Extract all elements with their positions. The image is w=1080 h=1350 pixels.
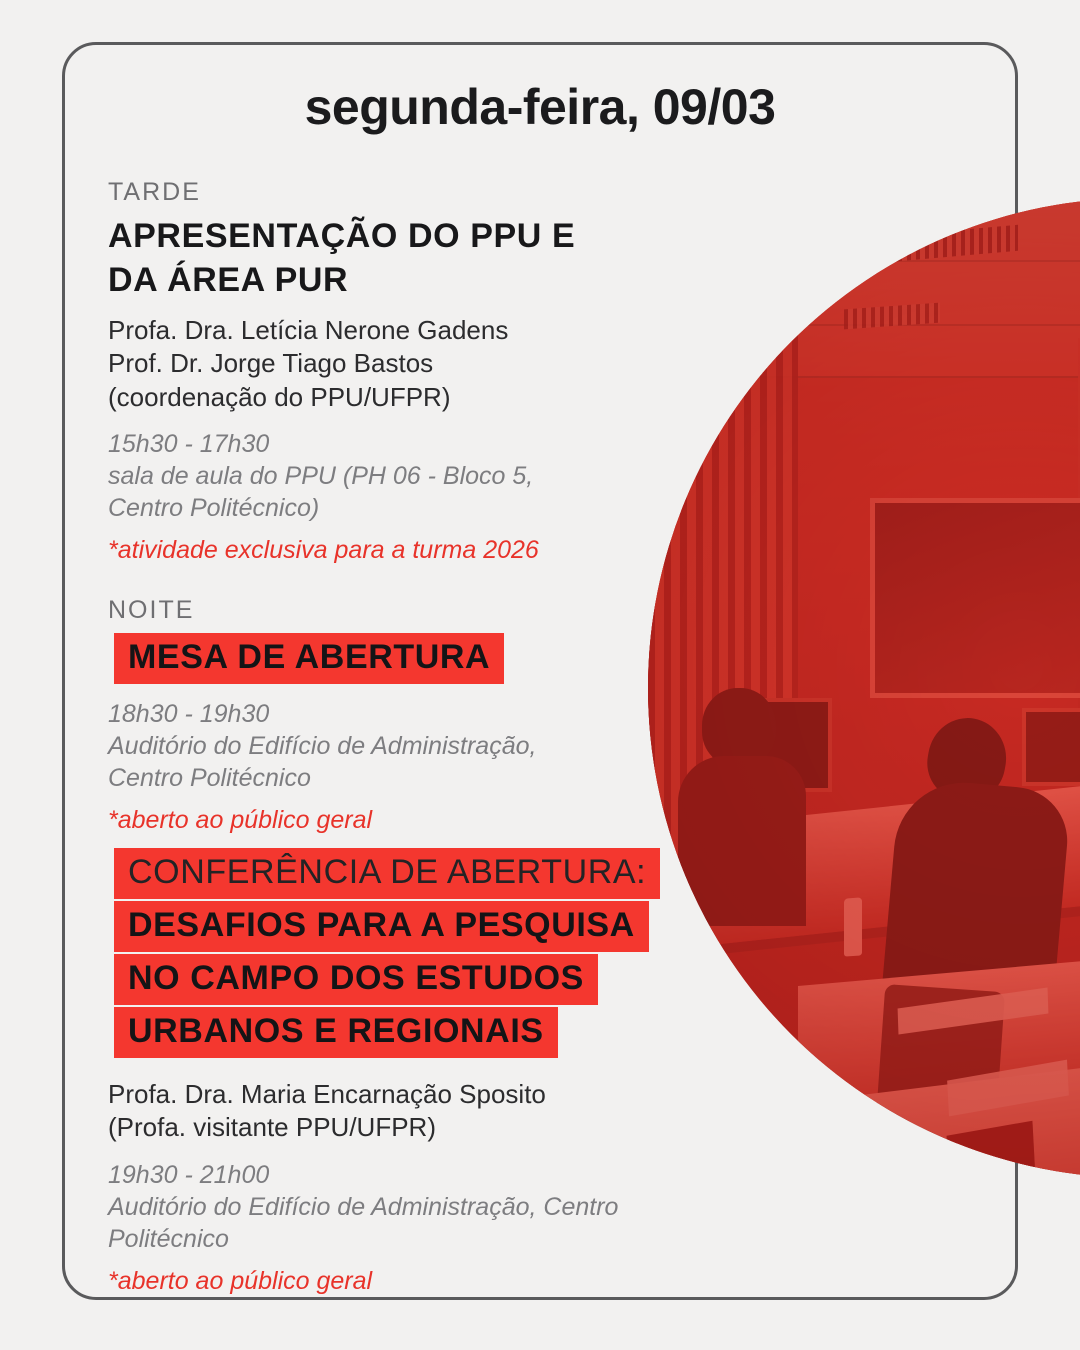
session-afternoon-headline — [108, 215, 708, 302]
session-conference-highlight-line2: NO CAMPO DOS ESTUDOS — [114, 954, 598, 1005]
page-title: segunda-feira, 09/03 — [304, 79, 776, 135]
session-conference-highlight-line1: DESAFIOS PARA A PESQUISA — [114, 901, 649, 952]
session-afternoon-speaker-3: (coordenação do PPU/UFPR) — [108, 381, 451, 412]
session-afternoon-speaker-1: Profa. Dra. Letícia Nerone Gadens — [108, 315, 509, 346]
session-conference-time: 19h30 - 21h00 — [108, 1160, 270, 1189]
session-conference-highlight-title: CONFERÊNCIA DE ABERTURA: — [114, 848, 660, 899]
session-evening-meta — [108, 698, 708, 794]
session-conference — [108, 848, 728, 1296]
session-afternoon-headline-line1: APRESENTAÇÃO DO PPU E — [108, 217, 576, 255]
photo-monitor-right — [1022, 708, 1080, 786]
session-evening-kicker: NOITE — [108, 596, 195, 624]
session-evening-place-line1: Auditório do Edifício de Administração, — [108, 732, 537, 760]
session-conference-highlight-line3: URBANOS E REGIONAIS — [114, 1007, 558, 1058]
session-evening — [108, 596, 708, 835]
session-evening-note: *aberto ao público geral — [108, 806, 373, 834]
session-afternoon-meta — [108, 428, 708, 524]
session-conference-meta — [108, 1159, 728, 1255]
session-conference-speakers — [108, 1078, 728, 1145]
session-afternoon-headline-line2: DA ÁREA PUR — [108, 260, 349, 299]
session-afternoon-place-line1: sala de aula do PPU (PH 06 - Bloco 5, — [108, 461, 534, 490]
session-conference-speaker-1: Profa. Dra. Maria Encarnação Sposito — [108, 1079, 546, 1109]
session-afternoon-speaker-2: Prof. Dr. Jorge Tiago Bastos — [108, 348, 434, 379]
session-evening-highlight: MESA DE ABERTURA — [114, 633, 504, 684]
session-afternoon-kicker: TARDE — [108, 178, 201, 206]
session-evening-place-line2: Centro Politécnico — [108, 764, 311, 792]
session-conference-speaker-2: (Profa. visitante PPU/UFPR) — [108, 1112, 436, 1143]
session-afternoon-note: *atividade exclusiva para a turma 2026 — [108, 535, 539, 564]
session-conference-note: *aberto ao público geral — [108, 1266, 373, 1295]
session-evening-time: 18h30 - 19h30 — [108, 700, 270, 728]
session-afternoon — [108, 178, 708, 565]
session-afternoon-time: 15h30 - 17h30 — [108, 429, 270, 458]
session-conference-place: Auditório do Edifício de Administração, Centro Politécnico — [108, 1192, 619, 1253]
session-afternoon-speakers — [108, 314, 708, 414]
session-afternoon-place-line2: Centro Politécnico) — [108, 493, 320, 522]
